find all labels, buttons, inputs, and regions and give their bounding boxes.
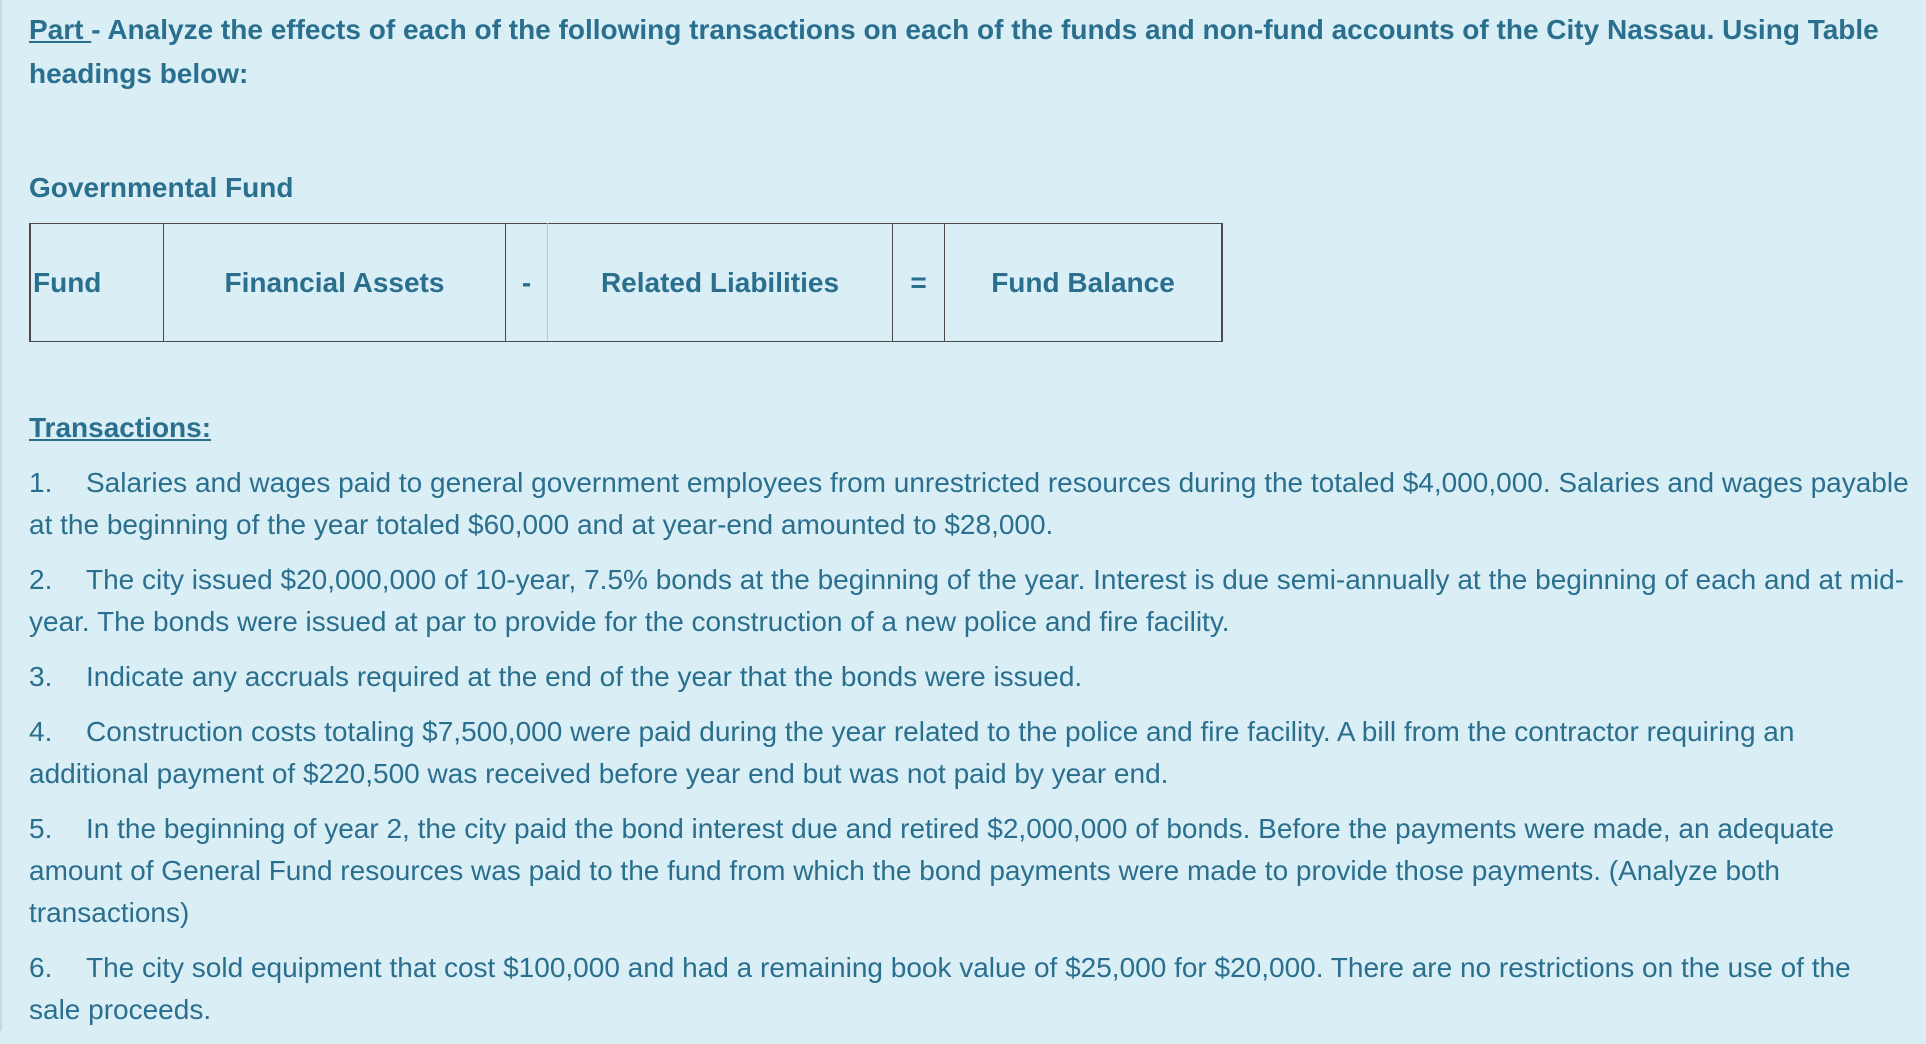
table-row xyxy=(30,224,1222,342)
transaction-text: Construction costs totaling $7,500,000 were paid during the year related to the police and fire facility. A bill from the contractor requiring an additional payment of $220,500 was received before year end but was not paid by year end. xyxy=(29,716,1795,789)
header-fund-balance: Fund Balance xyxy=(945,224,1223,342)
transaction-number: 3. xyxy=(29,661,53,692)
transaction-item xyxy=(29,711,1909,795)
transactions-section xyxy=(29,406,1909,1044)
transaction-number: 1. xyxy=(29,467,53,498)
part-label: Part xyxy=(29,14,92,45)
left-border xyxy=(0,0,2,1031)
transaction-number: 2. xyxy=(29,564,53,595)
transaction-number: 5. xyxy=(29,813,53,844)
transaction-item xyxy=(29,656,1909,698)
transaction-item xyxy=(29,947,1909,1031)
header-equals-sign: = xyxy=(893,224,945,342)
transaction-item xyxy=(29,808,1909,934)
transaction-text: Salaries and wages paid to general government employees from unrestricted resources during the totaled $4,000,000. Salaries and wages payable at the beginning of the year totaled $60,000 and at year-end amounted to $28,000. xyxy=(29,467,1909,540)
fund-equation-table xyxy=(29,223,1223,342)
transaction-text: In the beginning of year 2, the city paid the bond interest due and retired $2,000,000 of bonds. Before the payments were made, an adequate amount of General Fund resources was paid to the fund from which the bond payments were made to provide those payments. (Analyze both transactions) xyxy=(29,813,1835,928)
transaction-item xyxy=(29,559,1909,643)
header-financial-assets: Financial Assets xyxy=(164,224,506,342)
transaction-text: Indicate any accruals required at the end of the year that the bonds were issued. xyxy=(86,661,1083,692)
intro-text: - Analyze the effects of each of the following transactions on each of the funds and non-fund accounts of the City Nassau. Using Table headings below: xyxy=(29,14,1879,89)
transaction-number: 6. xyxy=(29,952,53,983)
header-related-liabilities: Related Liabilities xyxy=(548,224,893,342)
header-minus-sign: - xyxy=(506,224,548,342)
transaction-text: The city issued $20,000,000 of 10-year, 7.5% bonds at the beginning of the year. Interest is due semi-annually at the beginning of each and at mid-year. The bonds were issued at par to provide for the construction of a new police and fire facility. xyxy=(29,564,1905,637)
intro-paragraph xyxy=(29,8,1909,96)
transactions-heading: Transactions: xyxy=(29,412,212,443)
document-content xyxy=(29,8,1909,1025)
transaction-text: The city sold equipment that cost $100,000 and had a remaining book value of $25,000 for $20,000. There are no restrictions on the use of the sale proceeds. xyxy=(29,952,1851,1025)
transaction-number: 4. xyxy=(29,716,53,747)
header-fund: Fund xyxy=(30,224,164,342)
section-title: Governmental Fund xyxy=(29,172,294,203)
transaction-item xyxy=(29,462,1909,546)
